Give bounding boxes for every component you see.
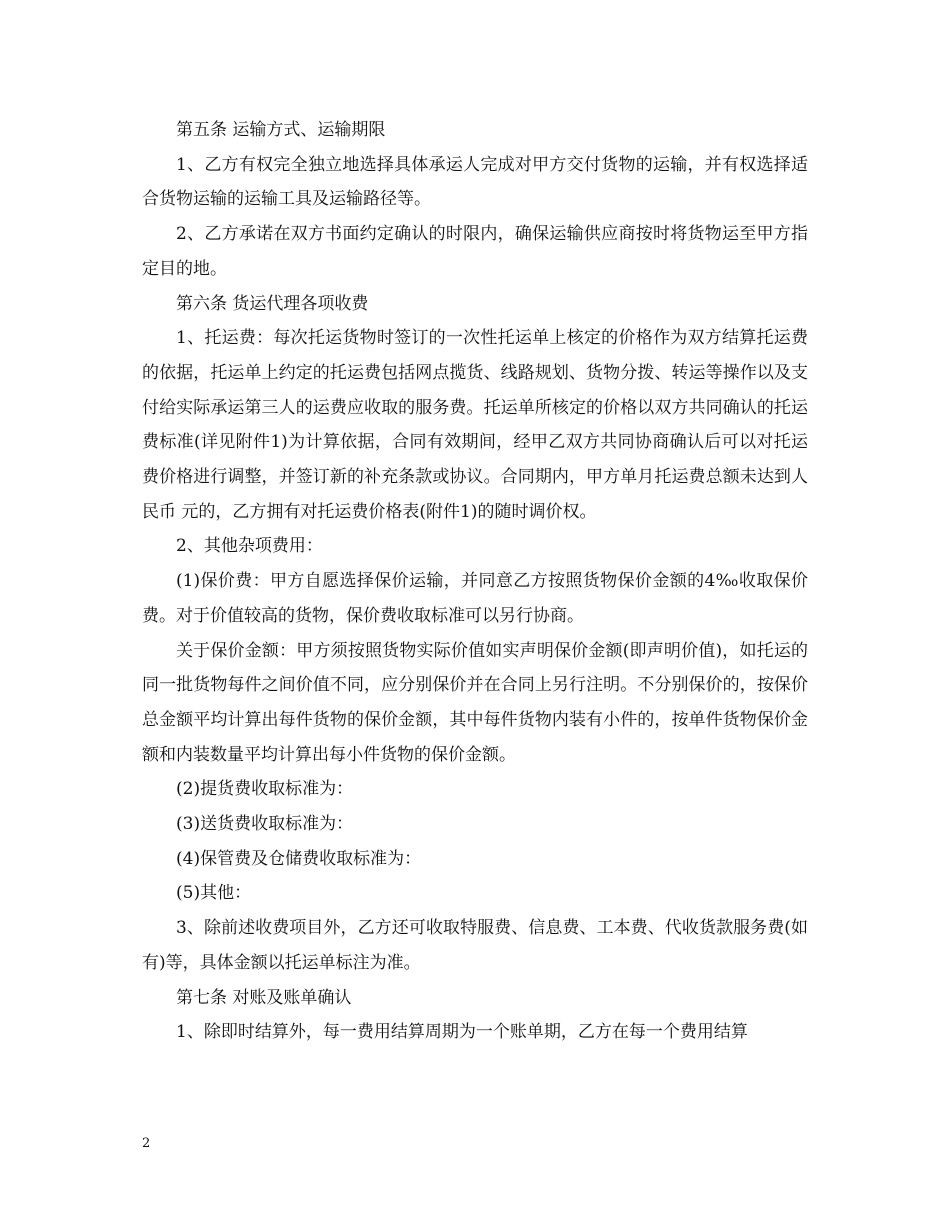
article-6-clause-2: 2、其他杂项费用： [176, 536, 323, 557]
article-6-clause-3: 3、除前述收费项目外，乙方还可收取特服费、信息费、工本费、代收货款服务费(如有)等，具体金额以托运单标注为准。 [142, 918, 808, 973]
article-5-clause-2: 2、乙方承诺在双方书面约定确认的时限内，确保运输供应商按时将货物运至甲方指定目的地。 [142, 224, 808, 279]
other-fee-item: (5)其他： [176, 883, 252, 904]
storage-fee-item: (4)保管费及仓储费收取标准为： [176, 848, 422, 869]
article-7-clause-1: 1、除即时结算外，每一费用结算周期为一个账单期，乙方在每一个费用结算 [176, 1022, 748, 1043]
document-body [142, 113, 808, 1050]
delivery-fee-item: (3)送货费收取标准为： [176, 814, 354, 835]
article-6-clause-1: 1、托运费：每次托运货物时签订的一次性托运单上核定的价格作为双方结算托运费的依据，托运单上约定的托运费包括网点揽货、线路规划、货物分拨、转运等操作以及支付给实际承运第三人的运费应收取的服务费。托运单所核定的价格以双方共同确认的托运费标准(详见附件1)为计算依据，合同有效期间，经甲乙双方共同协商确认后可以对托运费价格进行调整，并签订新的补充条款或协议。合同期内，甲方单月托运费总额未达到人民币 元的，乙方拥有对托运费价格表(附件1)的随时调价权。 [142, 328, 808, 522]
pickup-fee-item: (2)提货费收取标准为： [176, 779, 354, 800]
article-6-heading: 第六条 货运代理各项收费 [176, 293, 369, 314]
article-7-heading: 第七条 对账及账单确认 [176, 987, 352, 1008]
insured-amount-paragraph: 关于保价金额：甲方须按照货物实际价值如实声明保价金额(即声明价值)，如托运的同一批货物每件之间价值不同，应分别保价并在合同上另行注明。不分别保价的，按保价总金额平均计算出每件货物的保价金额，其中每件货物内装有小件的，按单件货物保价金额和内装数量平均计算出每小件货物的保价金额。 [142, 640, 808, 765]
insurance-fee-item: (1)保价费：甲方自愿选择保价运输，并同意乙方按照货物保价金额的4‰收取保价费。对于价值较高的货物，保价费收取标准可以另行协商。 [142, 571, 808, 626]
article-5-clause-1: 1、乙方有权完全独立地选择具体承运人完成对甲方交付货物的运输，并有权选择适合货物运输的运输工具及运输路径等。 [142, 154, 808, 210]
page-number: 2 [142, 1136, 151, 1151]
article-5-heading: 第五条 运输方式、运输期限 [176, 120, 386, 140]
